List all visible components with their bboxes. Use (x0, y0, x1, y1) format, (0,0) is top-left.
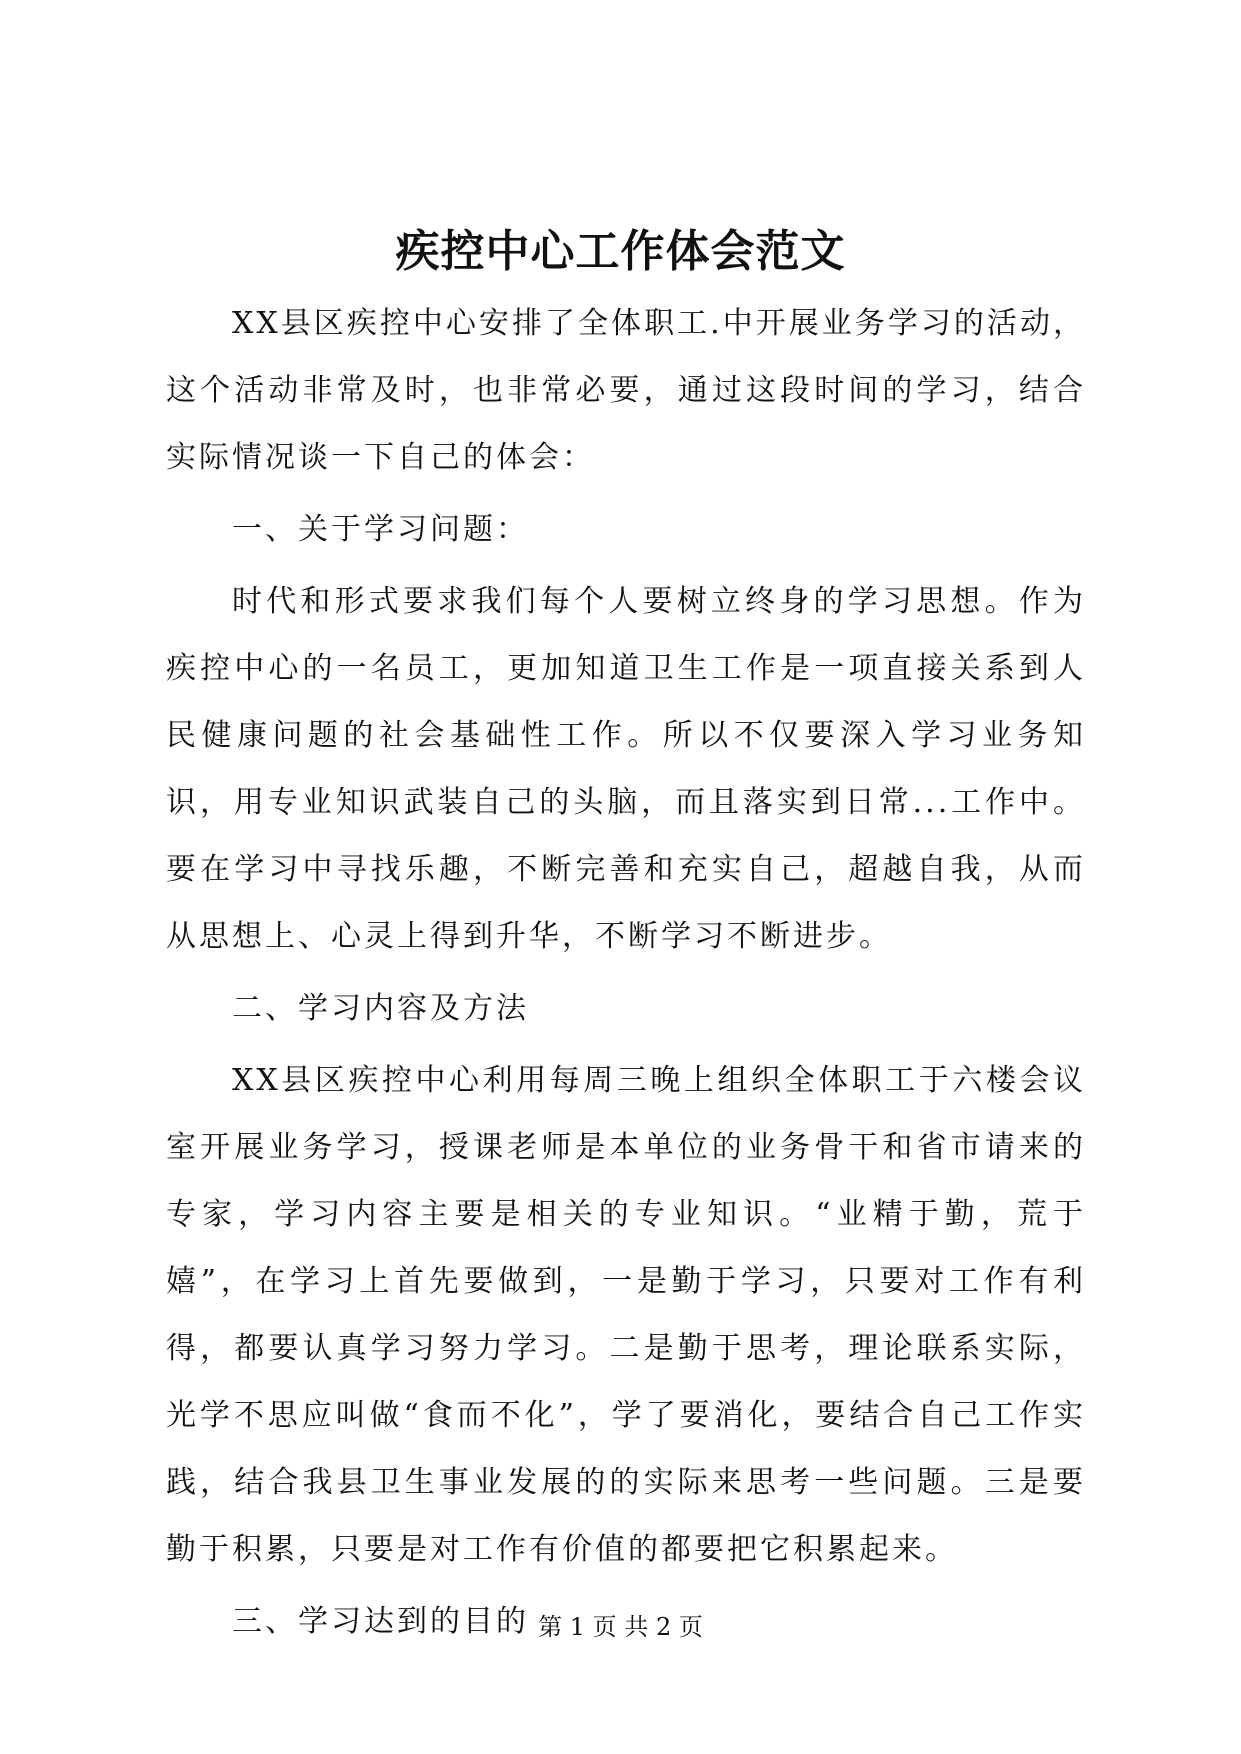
page-footer (0, 1612, 1241, 1642)
paragraph-learning-issue: 时代和形式要求我们每个人要树立终身的学习思想。作为疾控中心的一名员工，更加知道卫生工作是一项直接关系到人民健康问题的社会基础性工作。所以不仅要深入学习业务知识，用专业知识武装自己的头脑，而且落实到日常...工作中。要在学习中寻找乐趣，不断完善和充实自己，超越自我，从而从思想上、心灵上得到升华，不断学习不断进步。 (166, 584, 1086, 954)
section-heading-1: 一、关于学习问题： (232, 512, 529, 547)
page-number-label: 第 1 页 共 2 页 (538, 1613, 703, 1641)
paragraph-learning-content: XX县区疾控中心利用每周三晚上组织全体职工于六楼会议室开展业务学习，授课老师是本单位的业务骨干和省市请来的专家，学习内容主要是相关的专业知识。“业精于勤，荒于嬉”，在学习上首先要做到，一是勤于学习，只要对工作有利得，都要认真学习努力学习。二是勤于思考，理论联系实际，光学不思应叫做“食而不化”，学了要消化，要结合自己工作实践，结合我县卫生事业发展的的实际来思考一些问题。三是要勤于积累，只要是对工作有价值的都要把它积累起来。 (166, 1063, 1086, 1567)
document-title: 疾控中心工作体会范文 (395, 226, 846, 277)
document-body (166, 290, 1086, 1660)
paragraph-intro: XX县区疾控中心安排了全体职工.中开展业务学习的活动，这个活动非常及时，也非常必要，通过这段时间的学习，结合实际情况谈一下自己的体会： (166, 306, 1086, 475)
section-heading-2: 二、学习内容及方法 (232, 991, 529, 1026)
section-heading-3: 三、学习达到的目的 (232, 1604, 529, 1639)
